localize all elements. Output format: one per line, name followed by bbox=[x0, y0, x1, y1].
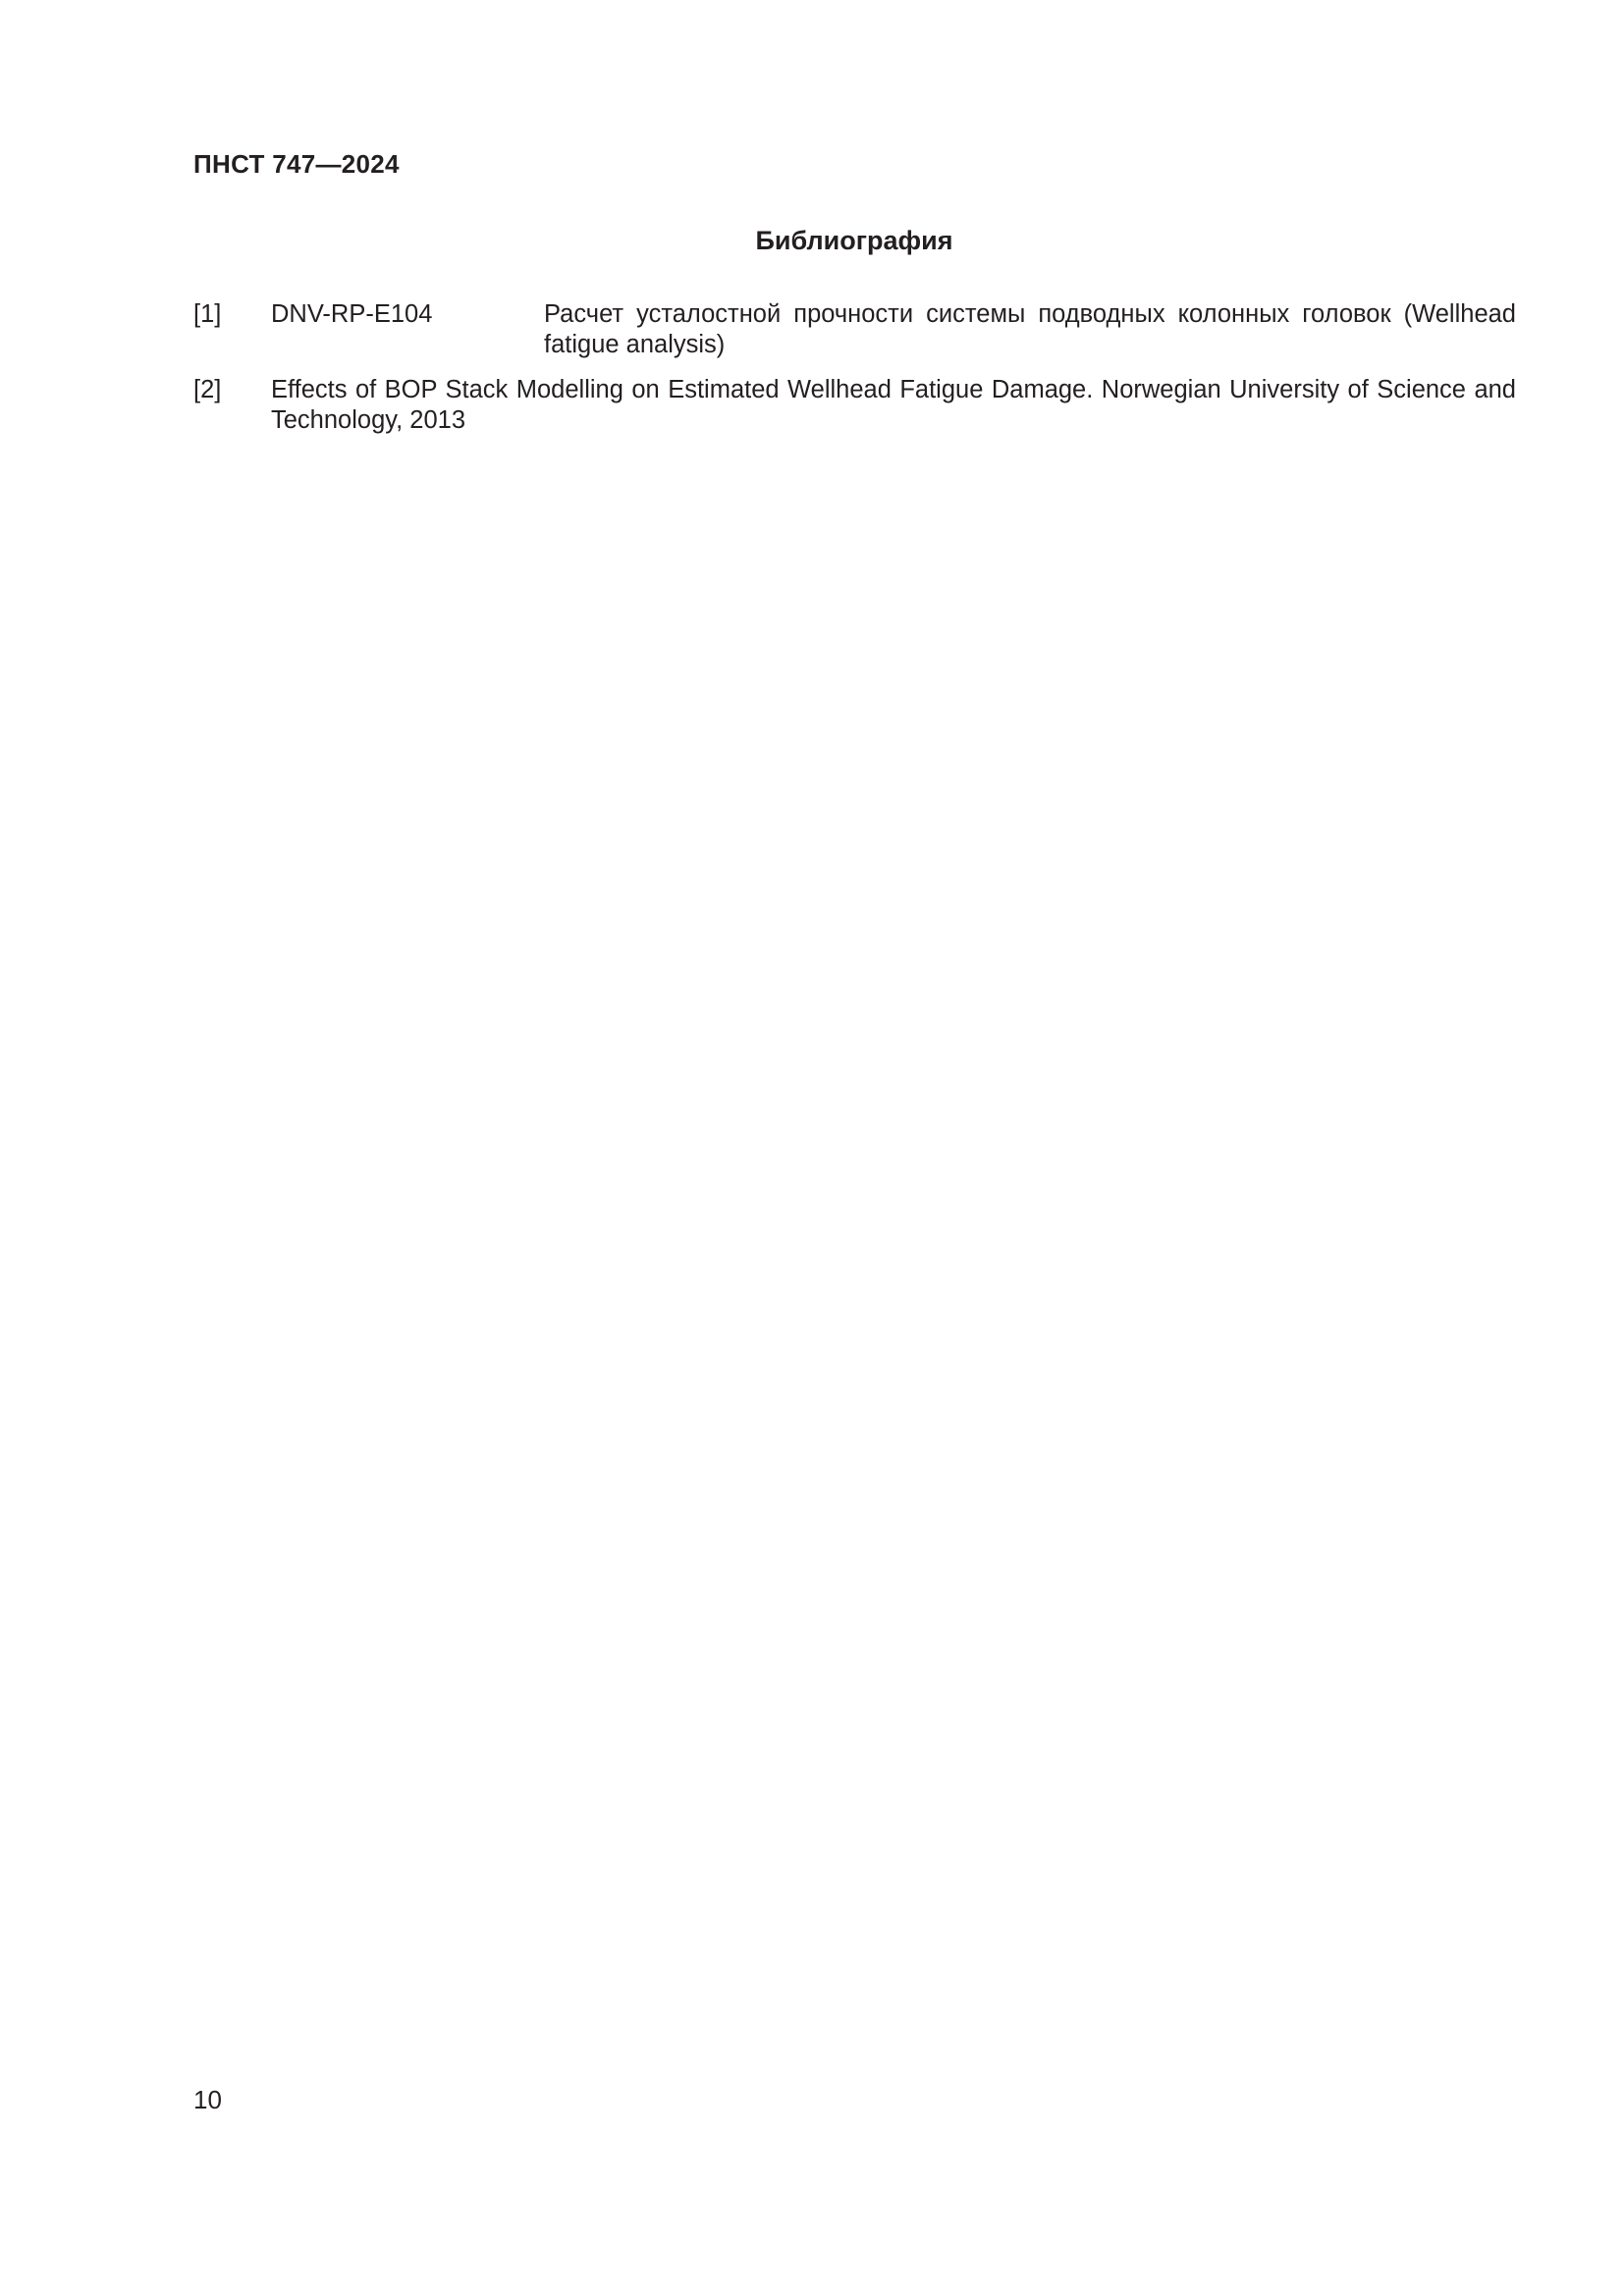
bibliography-title: Библиография bbox=[755, 226, 953, 255]
bibliography-entry-number: [1] bbox=[193, 300, 222, 328]
page-number: 10 bbox=[193, 2085, 222, 2114]
bibliography-entry-number: [2] bbox=[193, 376, 222, 403]
bibliography-entry-text: Effects of BOP Stack Modelling on Estimated Wellhead Fatigue Damage. Norwegian University of Science and Technology, 2013 bbox=[271, 376, 1516, 434]
document-code-header: ПНСТ 747—2024 bbox=[193, 149, 400, 179]
bibliography-entry-code: DNV-RP-E104 bbox=[271, 300, 433, 328]
bibliography-entry-1 bbox=[193, 299, 1516, 360]
bibliography-entry-text: Расчет усталостной прочности системы подводных колонных головок (Wellhead fatigue analysis) bbox=[544, 300, 1516, 358]
bibliography-entry-2 bbox=[193, 375, 1516, 436]
bibliography-list bbox=[193, 299, 1516, 451]
